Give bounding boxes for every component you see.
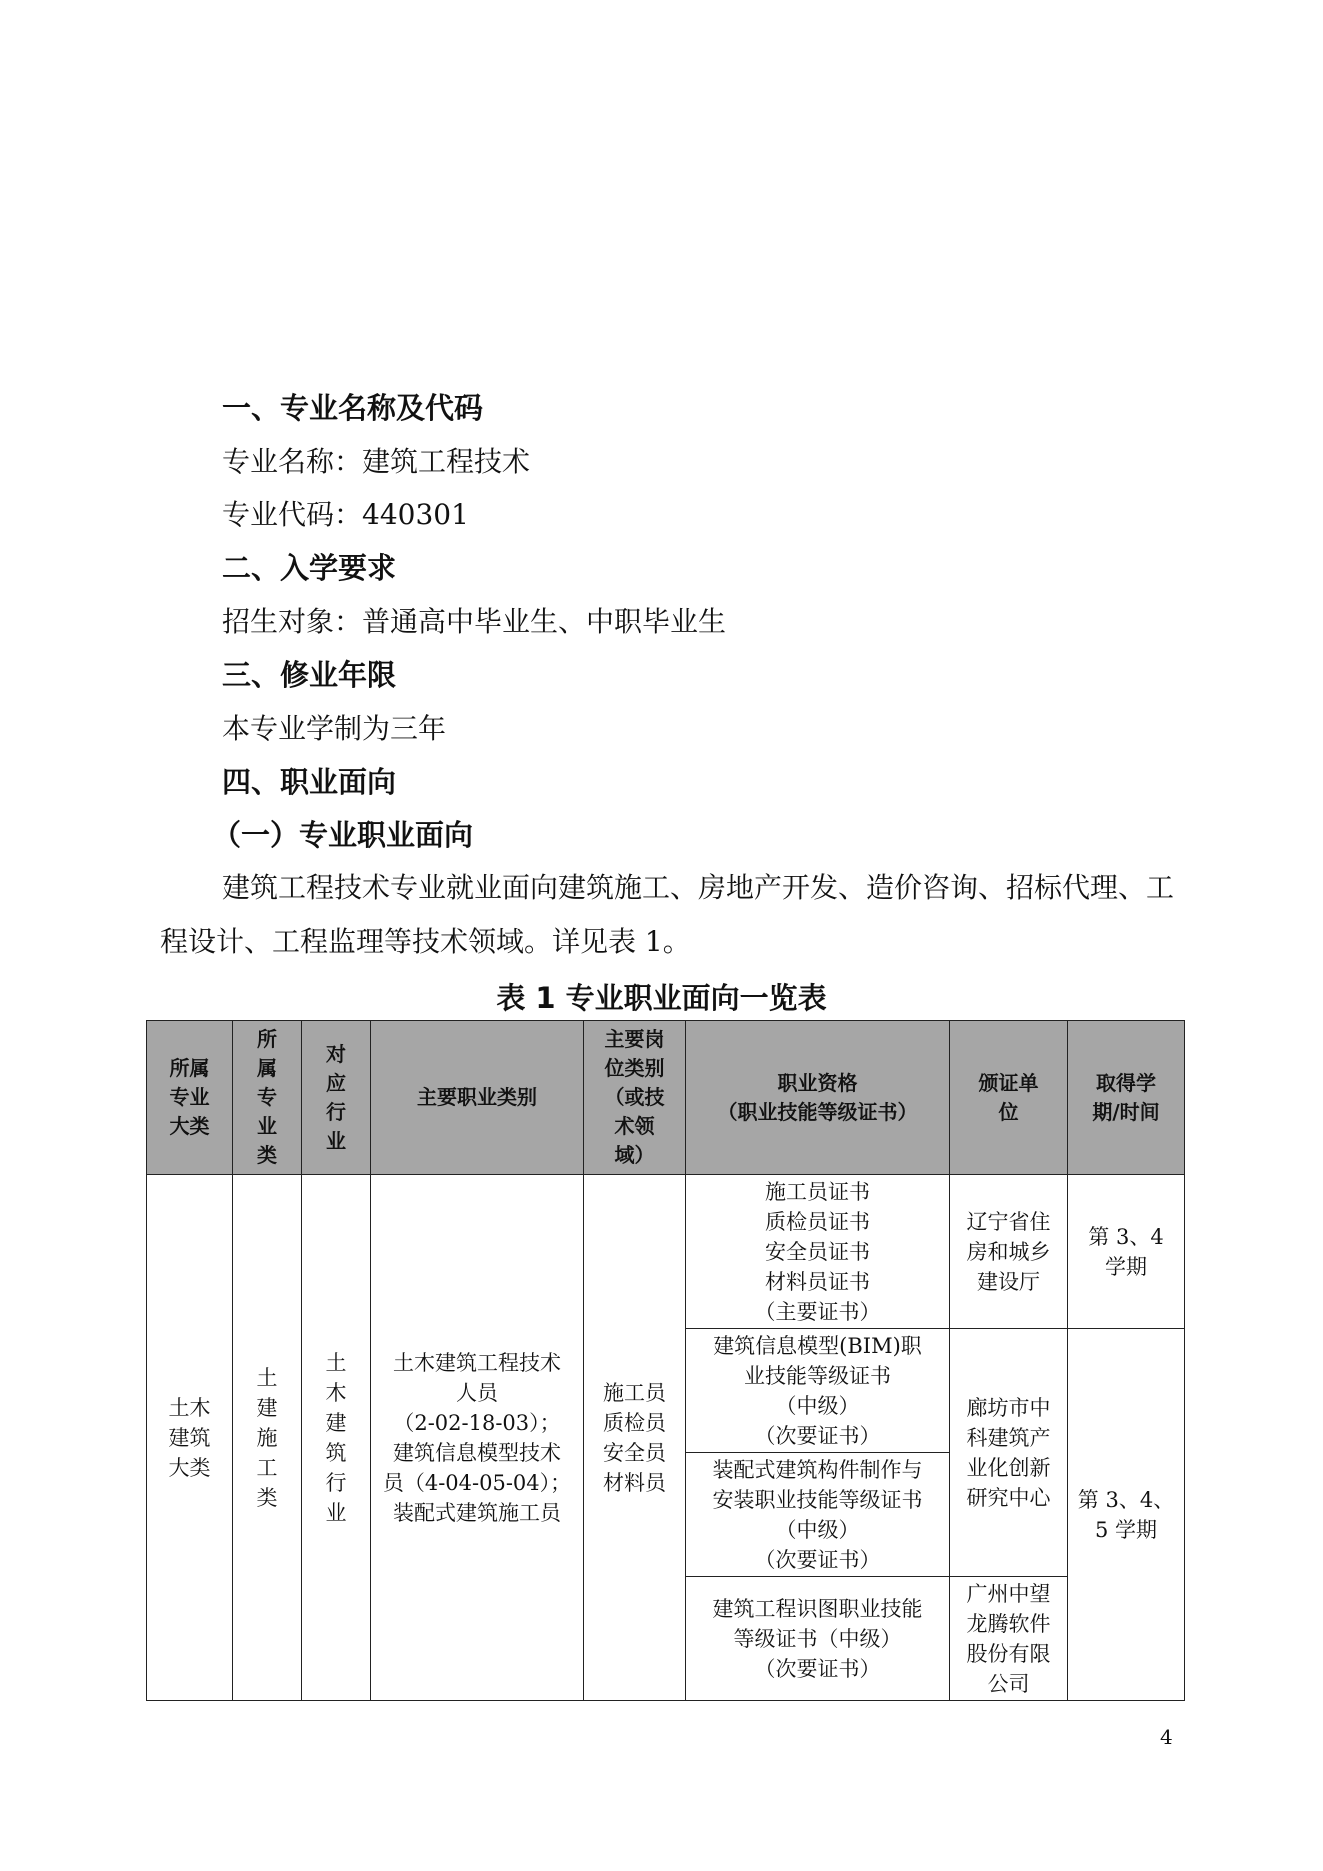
occupations-cell: 土木建筑工程技术 人员 （2-02-18-03）； 建筑信息模型技术 员（4-04-05-04）； 装配式建筑施工员 <box>371 1175 584 1701</box>
study-duration: 本专业学制为三年 <box>222 712 447 745</box>
header-cell: 主要职业类别 <box>371 1021 584 1175</box>
table-caption: 表 1 专业职业面向一览表 <box>496 981 827 1015</box>
header-cell: 主要岗 位类别 （或技 术领 域） <box>584 1021 686 1175</box>
table-row <box>147 1175 1185 1329</box>
section-2-heading: 二、入学要求 <box>222 551 397 585</box>
header-cell: 颁证单 位 <box>950 1021 1068 1175</box>
positions-cell: 施工员 质检员 安全员 材料员 <box>584 1175 686 1701</box>
enrollment-target: 招生对象：普通高中毕业生、中职毕业生 <box>222 605 727 638</box>
table-header-row <box>147 1021 1185 1175</box>
term-cell: 第 3、4、 5 学期 <box>1068 1329 1185 1701</box>
header-cell: 所属 专业 大类 <box>147 1021 233 1175</box>
subsection-heading: （一）专业职业面向 <box>212 818 474 852</box>
section-3-heading: 三、修业年限 <box>222 658 397 692</box>
cert-cell: 建筑工程识图职业技能 等级证书（中级） （次要证书） <box>686 1577 950 1701</box>
issuer-cell: 广州中望 龙腾软件 股份有限 公司 <box>950 1577 1068 1701</box>
major-class-cell: 土 建 施 工 类 <box>233 1175 302 1701</box>
industry-cell: 土 木 建 筑 行 业 <box>302 1175 371 1701</box>
issuer-cell: 辽宁省住 房和城乡 建设厅 <box>950 1175 1068 1329</box>
page-number: 4 <box>1160 1725 1173 1749</box>
major-code: 专业代码：440301 <box>222 498 469 531</box>
header-cell: 职业资格 （职业技能等级证书） <box>686 1021 950 1175</box>
major-category-cell: 土木 建筑 大类 <box>147 1175 233 1701</box>
issuer-cell: 廊坊市中 科建筑产 业化创新 研究中心 <box>950 1329 1068 1577</box>
cert-cell: 装配式建筑构件制作与 安装职业技能等级证书 （中级） （次要证书） <box>686 1453 950 1577</box>
cert-cell: 施工员证书 质检员证书 安全员证书 材料员证书 （主要证书） <box>686 1175 950 1329</box>
header-cell: 所 属 专 业 类 <box>233 1021 302 1175</box>
section-1-heading: 一、专业名称及代码 <box>222 391 484 425</box>
header-cell: 取得学 期/时间 <box>1068 1021 1185 1175</box>
header-cell: 对 应 行 业 <box>302 1021 371 1175</box>
term-cell: 第 3、4 学期 <box>1068 1175 1185 1329</box>
career-table <box>146 1020 1185 1701</box>
career-paragraph: 建筑工程技术专业就业面向建筑施工、房地产开发、造价咨询、招标代理、工程设计、工程监理等技术领域。详见表 1。 <box>160 871 1175 958</box>
major-name: 专业名称：建筑工程技术 <box>222 445 531 478</box>
section-4-heading: 四、职业面向 <box>222 765 397 799</box>
cert-cell: 建筑信息模型(BIM)职 业技能等级证书 （中级） （次要证书） <box>686 1329 950 1453</box>
